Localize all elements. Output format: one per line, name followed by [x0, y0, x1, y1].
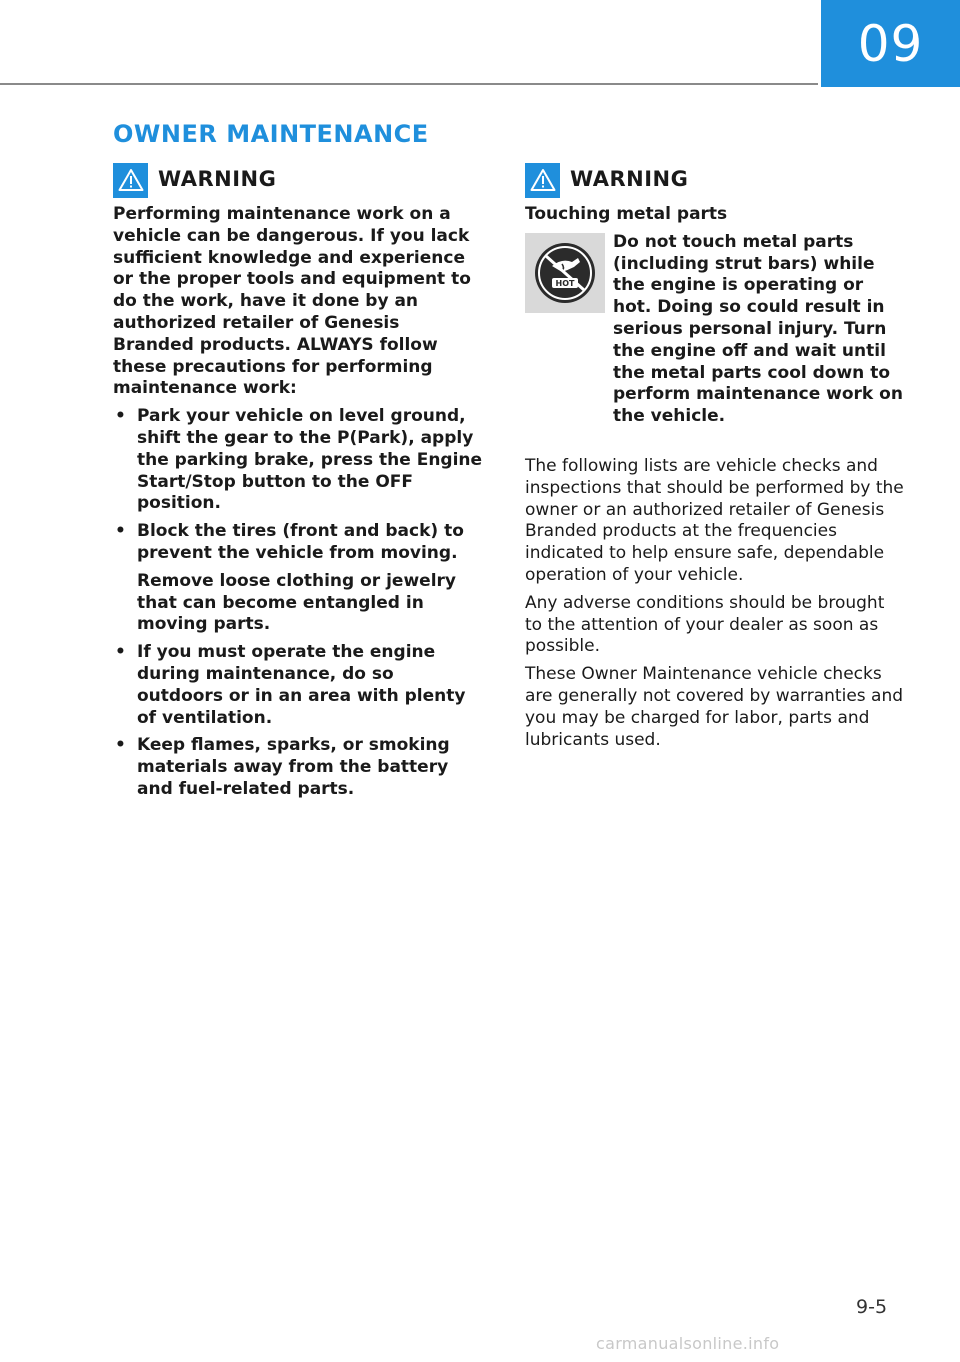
list-item: • If you must operate the engine during maintenance, do so outdoors or in an area with plenty of ventilation.: [115, 642, 466, 728]
hot-warning-block: [525, 232, 905, 428]
warning-title: WARNING: [570, 167, 689, 192]
warning-icon: [113, 163, 148, 198]
body-text: [525, 456, 905, 751]
list-item: • Keep flames, sparks, or smoking materials away from the battery and fuel-related parts.: [115, 735, 450, 799]
warning-subhead: Touching metal parts: [525, 204, 728, 224]
right-column: [525, 160, 905, 751]
warning-header: [113, 160, 485, 200]
paragraph: Any adverse conditions should be brought to the attention of your dealer as soon as possible.: [525, 592, 885, 657]
paragraph: These Owner Maintenance vehicle checks are generally not covered by warranties and you may be charged for labor, parts and lubricants used.: [525, 664, 904, 750]
left-column: [113, 160, 485, 807]
list-item-note: Remove loose clothing or jewelry that can become entangled in moving parts.: [137, 570, 456, 635]
warning-icon: [525, 163, 560, 198]
bullet-glyph: •: [115, 642, 126, 663]
page-number: 9-5: [856, 1296, 888, 1318]
hot-label: HOT: [555, 278, 575, 288]
warning-header: [525, 160, 905, 200]
list-item: • Block the tires (front and back) to prevent the vehicle from moving. Remove loose clothing or jewelry that can become entangled in moving parts.: [113, 521, 485, 636]
hot-warning-text: Do not touch metal parts (including strut bars) while the engine is operating or hot. Doing so could result in serious personal injury. Turn the engine off and wait until the metal parts cool down to perform maintenance work on the vehicle.: [613, 231, 903, 427]
chapter-tab: 09: [821, 0, 960, 87]
section-title: OWNER MAINTENANCE: [113, 120, 429, 148]
bullet-glyph: •: [115, 406, 126, 427]
paragraph: The following lists are vehicle checks and inspections that should be performed by the owner or an authorized retailer of Genesis Branded products at the frequencies indicated to help ensure safe, dependable operation of your vehicle.: [525, 455, 904, 585]
watermark: carmanualsonline.info: [596, 1334, 780, 1353]
bullet-glyph: •: [115, 521, 126, 542]
warning-title: WARNING: [158, 167, 277, 192]
precaution-list: [113, 406, 485, 801]
header-rule: [0, 83, 818, 85]
hot-surface-icon: [525, 233, 605, 313]
warning-intro: Performing maintenance work on a vehicle can be dangerous. If you lack sufficient knowledge and experience or the proper tools and equipment to do the work, have it done by an authorized retailer of Genesis Branded products. ALWAYS follow these precautions for performing maintenance work:: [113, 204, 471, 399]
bullet-glyph: •: [115, 735, 126, 756]
list-item: • Park your vehicle on level ground, shift the gear to the P(Park), apply the parking brake, press the Engine Start/Stop button to the OFF position.: [115, 406, 483, 514]
